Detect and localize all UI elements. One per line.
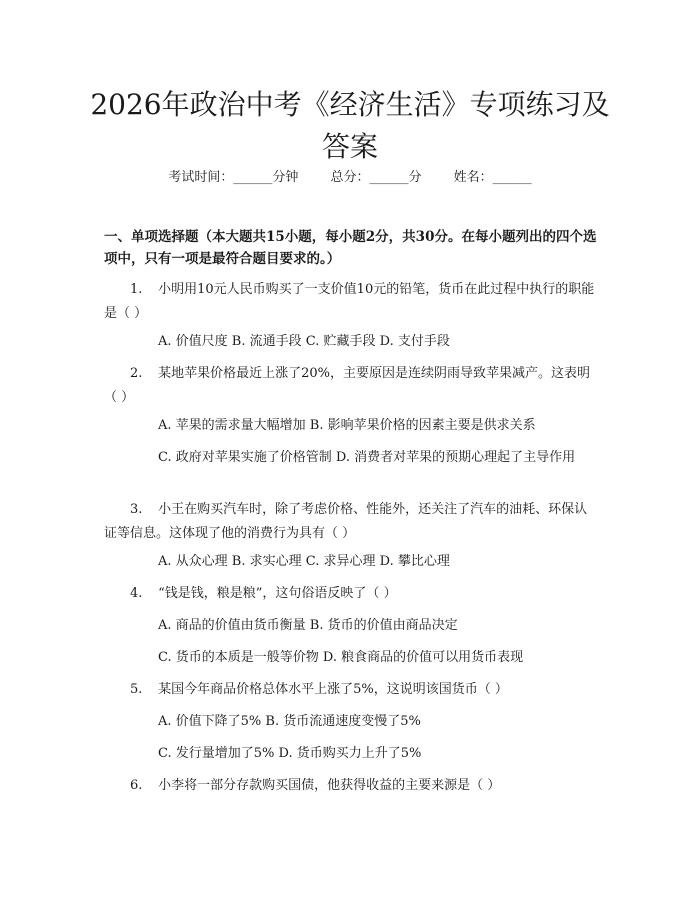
question bbox=[104, 774, 600, 798]
student-name: 姓名：______ bbox=[453, 170, 532, 185]
question-text: 小王在购买汽车时，除了考虑价格、性能外，还关注了汽车的油耗、环保认证等信息。这体现了他的消费行为具有（ ） bbox=[104, 502, 588, 541]
question bbox=[104, 582, 600, 606]
section-heading: 一、单项选择题（本大题共15小题，每小题2分，共30分。在每小题列出的四个选项中，只有一项是最符合题目要求的。） bbox=[104, 229, 597, 267]
question-options: A. 从众心理 B. 求实心理 C. 求异心理 D. 攀比心理 bbox=[158, 554, 450, 569]
question-options: C. 发行量增加了5% D. 货币购买力上升了5% bbox=[158, 746, 422, 761]
question-number: 3. bbox=[130, 502, 143, 517]
question bbox=[104, 678, 600, 702]
question-options: A. 苹果的需求量大幅增加 B. 影响苹果价格的因素主要是供求关系 bbox=[158, 418, 536, 433]
exam-time: 考试时间：______分钟 bbox=[168, 170, 299, 185]
question-options: C. 货币的本质是一般等价物 D. 粮食商品的价值可以用货币表现 bbox=[158, 650, 524, 665]
question bbox=[104, 362, 600, 410]
page-title: 2026年政治中考《经济生活》专项练习及答案 bbox=[90, 88, 610, 163]
question-options: A. 价值下降了5% B. 货币流通速度变慢了5% bbox=[158, 714, 421, 729]
question-options: C. 政府对苹果实施了价格管制 D. 消费者对苹果的预期心理起了主导作用 bbox=[158, 450, 576, 465]
question-text: 某地苹果价格最近上涨了20%，主要原因是连续阴雨导致苹果减产。这表明（ ） bbox=[104, 366, 591, 405]
question-number: 5. bbox=[130, 682, 143, 697]
question bbox=[104, 278, 600, 326]
question-options: A. 商品的价值由货币衡量 B. 货币的价值由商品决定 bbox=[158, 618, 458, 633]
exam-meta bbox=[0, 168, 700, 188]
total-score: 总分：______分 bbox=[330, 170, 422, 185]
question-text: “钱是钱，粮是粮”，这句俗语反映了（ ） bbox=[158, 586, 397, 601]
question-text: 某国今年商品价格总体水平上涨了5%，这说明该国货币（ ） bbox=[158, 682, 508, 697]
question-number: 1. bbox=[130, 282, 143, 297]
question-number: 4. bbox=[130, 586, 143, 601]
question-number: 6. bbox=[130, 778, 143, 793]
question-text: 小李将一部分存款购买国债，他获得收益的主要来源是（ ） bbox=[158, 778, 501, 793]
question bbox=[104, 498, 600, 546]
question-number: 2. bbox=[130, 366, 143, 381]
question-text: 小明用10元人民币购买了一支价值10元的铅笔，货币在此过程中执行的职能是（ ） bbox=[104, 282, 595, 321]
question-options: A. 价值尺度 B. 流通手段 C. 贮藏手段 D. 支付手段 bbox=[158, 334, 450, 349]
